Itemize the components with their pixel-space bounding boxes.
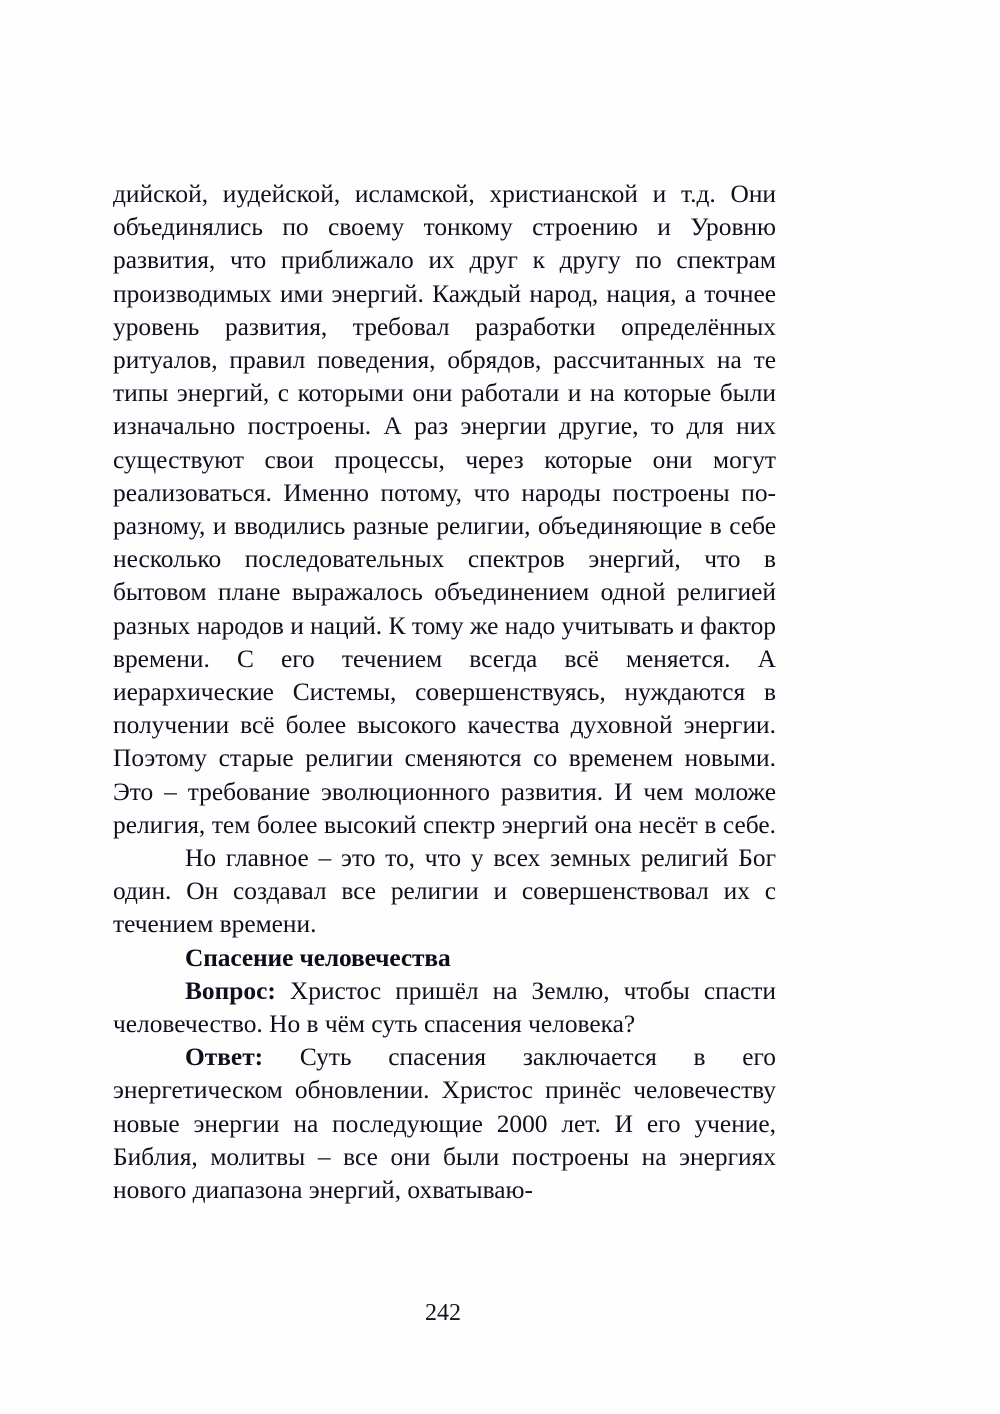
answer-label: Ответ:: [185, 1043, 264, 1072]
question-paragraph: [113, 975, 776, 1041]
question-label: Вопрос:: [185, 976, 276, 1005]
page-text-block: [113, 178, 776, 1207]
body-paragraph-2: Но главное – это то, что у всех земных религий Бог один. Он создавал все религии и совершенствовал их с течением времени.: [113, 844, 776, 939]
answer-text: Суть спасения заключается в его энергетическом обновлении. Христос принёс человечеству новые энергии на последующие 2000 лет. И его учение, Библия, молитвы – все они были построены на энергиях нового диапазона энергий, охватываю-: [113, 1043, 776, 1205]
section-heading: Спасение человечества: [185, 943, 451, 972]
body-paragraph-1: дийской, иудейской, исламской, христианской и т.д. Они объединялись по своему тонкому строению и Уровню развития, что приближало их друг к другу по спектрам производимых ими энергий. Каждый народ, нация, а точнее уровень развития, требовал разработки определённых ритуалов, правил поведения, обрядов, рассчитанных на те типы энергий, с которыми они работали и на которые были изначально построены. А раз энергии другие, то для них существуют свои процессы, через которые они могут реализоваться. Именно потому, что народы построены по-разному, и вводились разные религии, объединяющие в себе несколько последовательных спектров энергий, что в бытовом плане выражалось объединением одной религией разных народов и наций. К тому же надо учитывать и фактор времени. С его течением всегда всё меняется. А иерархические Системы, совершенствуясь, нуждаются в получении всё более высокого качества духовной энергии. Поэтому старые религии сменяются со временем новыми. Это – требование эволюционного развития. И чем моложе религия, тем более высокий спектр энергий она несёт в себе.: [113, 180, 776, 839]
question-text: Христос пришёл на Землю, чтобы спасти человечество. Но в чём суть спасения человека?: [113, 976, 776, 1039]
page-number: 242: [425, 1300, 461, 1326]
answer-paragraph: [113, 1041, 776, 1207]
question-answer-block: [113, 975, 776, 1207]
